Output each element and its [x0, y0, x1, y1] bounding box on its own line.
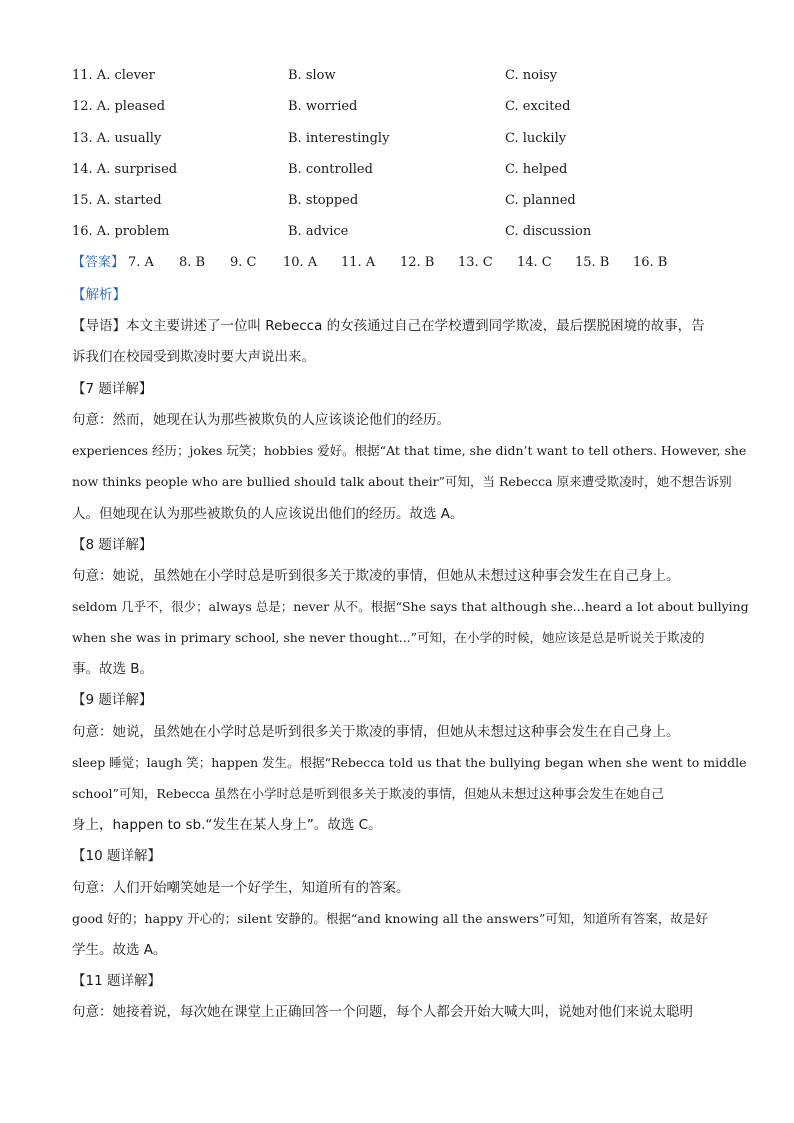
q9-line-3: school”可知，Rebecca 虽然在小学时总是听到很多关于欺凌的事情，但她从未想过这种事会发生在她自己: [72, 786, 665, 801]
option-c: C. luckily: [505, 131, 567, 146]
answer-item: 15. B: [575, 255, 610, 270]
option-a: 11. A. clever: [72, 68, 155, 83]
answer-item: 9. C: [230, 255, 257, 270]
q11-heading: 【11 题详解】: [72, 973, 161, 989]
q8-heading: 【8 题详解】: [72, 537, 153, 553]
option-b: B. slow: [288, 68, 336, 83]
option-b: B. worried: [288, 99, 358, 114]
q8-line-3: when she was in primary school, she never thought...”可知，在小学的时候，她应该是总是听说关于欺凌的: [72, 630, 705, 645]
option-row-12: [72, 97, 722, 117]
option-a: 12. A. pleased: [72, 99, 166, 114]
answer-item: 10. A: [283, 255, 318, 270]
option-a: 16. A. problem: [72, 224, 170, 239]
option-row-15: [72, 191, 722, 211]
option-c: C. noisy: [505, 68, 558, 83]
guide-line-2: 诉我们在校园受到欺凌时要大声说出来。: [72, 349, 315, 365]
answer-item: 11. A: [341, 255, 376, 270]
q8-line-1: 句意：她说，虽然她在小学时总是听到很多关于欺凌的事情，但她从未想过这种事会发生在自己身上。: [72, 568, 680, 584]
answer-item: 16. B: [633, 255, 668, 270]
q8-line-4: 事。故选 B。: [72, 661, 154, 677]
option-b: B. interestingly: [288, 131, 390, 146]
q7-line-2: experiences 经历；jokes 玩笑；hobbies 爱好。根据“At that time, she didn’t want to tell others. However, she: [72, 443, 747, 458]
option-b: B. stopped: [288, 193, 359, 208]
option-c: C. discussion: [505, 224, 592, 239]
option-c: C. excited: [505, 99, 571, 114]
q9-line-4: 身上，happen to sb.“发生在某人身上”。故选 C。: [72, 817, 382, 833]
answer-tag: 【答案】: [72, 255, 125, 270]
q8-line-2: seldom 几乎不，很少；always 总是；never 从不。根据“She says that although she...heard a lot about bullying: [72, 599, 749, 614]
q10-heading: 【10 题详解】: [72, 848, 161, 864]
option-b: B. advice: [288, 224, 349, 239]
option-a: 15. A. started: [72, 193, 162, 208]
option-b: B. controlled: [288, 162, 373, 177]
option-c: C. planned: [505, 193, 576, 208]
q10-line-3: 学生。故选 A。: [72, 942, 167, 958]
answer-key: [72, 253, 722, 273]
option-row-14: [72, 160, 722, 180]
q7-line-4: 人。但她现在认为那些被欺负的人应该说出他们的经历。故选 A。: [72, 506, 464, 522]
q11-line-1: 句意：她接着说，每次她在课堂上正确回答一个问题，每个人都会开始大喊大叫，说她对他们来说太聪明: [72, 1004, 693, 1020]
answer-item: 12. B: [400, 255, 435, 270]
q7-line-1: 句意：然而，她现在认为那些被欺负的人应该谈论他们的经历。: [72, 412, 450, 428]
q7-heading: 【7 题详解】: [72, 381, 153, 397]
analysis-label: 【解析】: [72, 287, 126, 303]
q9-line-2: sleep 睡觉；laugh 笑；happen 发生。根据“Rebecca told us that the bullying began when she went to middle: [72, 755, 747, 770]
option-row-13: [72, 129, 722, 149]
q10-line-2: good 好的；happy 开心的；silent 安静的。根据“and knowing all the answers”可知，知道所有答案，故是好: [72, 911, 708, 926]
answer-item: 8. B: [179, 255, 206, 270]
q9-line-1: 句意：她说，虽然她在小学时总是听到很多关于欺凌的事情，但她从未想过这种事会发生在自己身上。: [72, 724, 680, 740]
q9-heading: 【9 题详解】: [72, 692, 153, 708]
answer-item: 13. C: [458, 255, 493, 270]
option-c: C. helped: [505, 162, 568, 177]
guide-line-1: 【导语】本文主要讲述了一位叫 Rebecca 的女孩通过自己在学校遭到同学欺凌，最后摆脱困境的故事，告: [72, 318, 705, 334]
option-row-11: [72, 66, 722, 86]
option-a: 13. A. usually: [72, 131, 162, 146]
answer-item: 7. A: [128, 255, 154, 270]
q7-line-3: now thinks people who are bullied should talk about their”可知，当 Rebecca 原来遭受欺凌时，她不想告诉别: [72, 474, 732, 489]
answer-item: 14. C: [517, 255, 552, 270]
option-row-16: [72, 222, 722, 242]
q10-line-1: 句意：人们开始嘲笑她是一个好学生，知道所有的答案。: [72, 880, 410, 896]
option-a: 14. A. surprised: [72, 162, 178, 177]
